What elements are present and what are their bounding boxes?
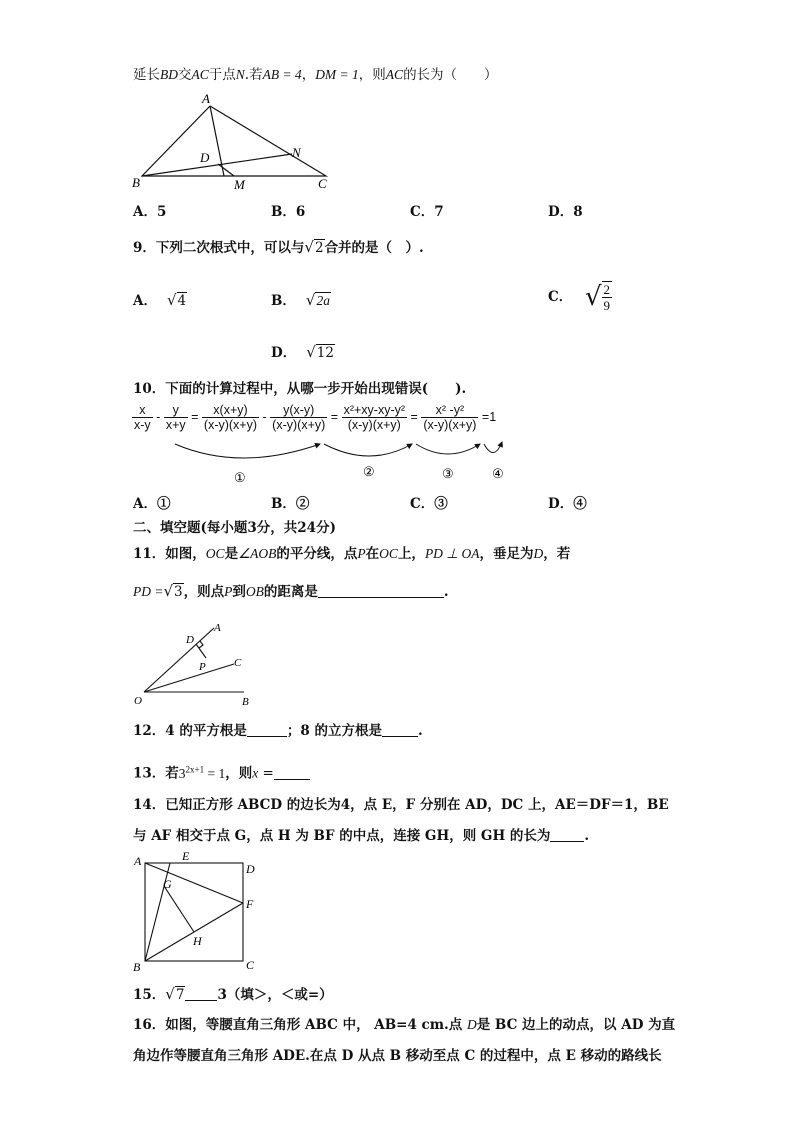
q10-step-arcs [130,438,520,488]
sqrt-2-symbol: √2 [304,238,324,256]
step-1-marker: ① [234,470,246,485]
q14-square-figure [130,848,270,974]
q10-option-b[interactable]: B．② [271,496,310,512]
q12-answer-blank-1[interactable] [247,722,287,737]
label-D: D [186,634,194,646]
q10-option-d[interactable]: D．④ [548,496,587,512]
q9-option-a[interactable]: A． √4 [133,291,187,309]
q9-option-d[interactable]: D． √12 [271,343,334,361]
q9-option-c[interactable]: C． √ $\frac{2}{9}$ [548,282,611,313]
label-B: B [133,960,141,974]
label-M: M [234,177,245,192]
label-A: A [134,854,142,868]
q12: 12．4 的平方根是 ；8 的立方根是 . [133,723,423,739]
label-H: H [193,934,202,948]
label-A: A [202,92,210,106]
section-2-heading: 二、填空题(每小题3分，共24分) [133,520,336,536]
q11-answer-blank[interactable] [318,583,444,598]
step-2-marker: ② [363,464,375,479]
q8-option-c[interactable]: C．7 [410,204,444,220]
q13-answer-blank[interactable] [274,765,310,780]
step-3-marker: ③ [442,466,454,481]
q10-stem: 10．下面的计算过程中，从哪一步开始出现错误( ). [133,381,467,397]
q10-expression: $\frac{x}{x-y}$ - $\frac{y}{x+y}$ = $\frac{x(x+y)}{(x-y)(x+y)}$ - $\frac{y(x-y)}{(x-y)(x+y)}$ = $\frac{\text{x²+xy-xy-y²}}{(x-y)(x+y)}$ = $\frac{\text{x² -y²}}{(x-y)(x+y)}$ =1 [134,403,497,432]
q10-option-a[interactable]: A．① [133,496,171,512]
step-4-marker: ④ [492,466,504,481]
label-F: F [246,897,254,911]
q11-line-2: PD =√3，则点P到OB的距离是 . [133,582,449,600]
q8-option-a[interactable]: A．5 [133,204,167,220]
label-B: B [132,175,140,190]
q11-line-1: 11．如图，OC是∠AOB的平分线，点P在OC上，PD ⊥ OA，垂足为D，若 [133,546,571,562]
label-C: C [318,176,327,191]
q9-option-b[interactable]: B． √2a [271,291,330,309]
q9-stem: 9．下列二次根式中，可以与√2合并的是（ ）. [133,238,424,256]
q11-angle-figure [130,618,260,710]
label-C: C [246,958,255,972]
q13: 13．若$3^{2x+1} = 1$，则x = [133,760,310,783]
q12-answer-blank-2[interactable] [382,722,418,737]
q16-line-2: 角边作等腰直角三角形 ADE.在点 D 从点 B 移动至点 C 的过程中，点 E 移动的路线长 [133,1048,662,1064]
q15-answer-blank[interactable] [185,986,217,1001]
q15: 15．√7 3（填＞，＜或=） [133,985,333,1003]
q14-line-2: 与 AF 相交于点 G，点 H 为 BF 的中点，连接 GH，则 GH 的长为 . [133,828,590,844]
q8-triangle-figure [130,92,340,194]
q14-line-1: 14．已知正方形 ABCD 的边长为4，点 E，F 分别在 AD，DC 上，AE＝DF＝1，BE [133,797,669,813]
label-D: D [200,150,210,165]
q10-option-c[interactable]: C．③ [410,496,448,512]
q8-option-b[interactable]: B．6 [271,204,306,220]
label-E: E [182,849,190,863]
q8-stem: 延长BD交AC于点N.若AB = 4，DM = 1，则AC的长为（ ） [133,67,498,83]
label-A: A [214,622,221,634]
label-O: O [134,695,142,707]
label-G: G [163,877,172,891]
label-C: C [234,657,242,669]
label-D: D [246,862,255,876]
label-P: P [199,661,206,673]
q16-line-1: 16．如图，等腰直角三角形 ABC 中， AB=4 cm.点 D是 BC 边上的动点，以 AD 为直 [133,1017,676,1033]
q8-option-d[interactable]: D．8 [548,204,583,220]
label-B: B [242,696,249,708]
q14-answer-blank[interactable] [550,827,584,842]
label-N: N [292,145,301,160]
